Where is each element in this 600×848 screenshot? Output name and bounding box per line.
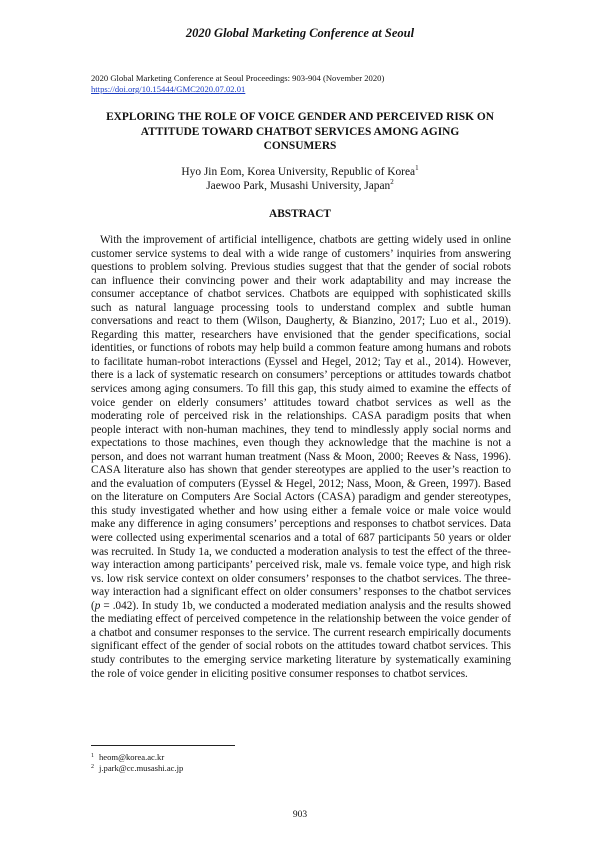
footnote-mark: 1 [415,164,419,172]
footnote-mark: 2 [390,177,394,186]
doi-link[interactable]: https://doi.org/10.15444/GMC2020.07.02.01 [91,84,246,94]
abstract-heading: ABSTRACT [268,208,332,220]
proceedings-citation: 2020 Global Marketing Conference at Seoul Proceedings: 903-904 (November 2020) [91,73,385,83]
abstract-text [91,234,511,681]
footnote-mark: 1 [91,753,94,759]
footnote-mark: 2 [91,764,94,770]
author-list [80,166,520,193]
title-line: ATTITUDE TOWARD CHATBOT SERVICES AMONG AGING [140,125,460,138]
footnotes [91,752,183,774]
footnote [91,752,183,763]
paper-title [80,110,520,154]
abstract-text-part: With the improvement of artificial intelligence, chatbots are getting widely used in online customer service systems to deal with a wide range of customers’ inquiries from answering questions to problem solving. Previous studies suggest that that the gender of social robots can influence their convincing power and their work adaptability and may increase the consumer acceptance of chatbot services. Chatbots are equipped with sophisticated skills such as natural language processing tools to understand complex and subtle human conversations and react to them (Wilson, Daugherty, & Bianzino, 2017; Luo et al., 2019). Regarding this matter, researchers have envisioned that the gender specifications, social identities, or functions of robots may help build a common feature among humans and robots to facilitate human-robot interactions (Eyssel and Hegel, 2012; Tay et al., 2014). However, there is a lack of systematic research on consumers’ perceptions or attitudes towards chatbot services among aging consumers. To fill this gap, this study aimed to examine the effects of voice gender on elderly consumers’ attitudes toward chatbot services as well as the moderating role of perceived risk in the relationships. CASA paradigm posits that when people interact with non-human machines, they tend to mindlessly apply social norms and expectations to those machines, even though they acknowledge that the machine is not a person, and does not warrant human treatment (Nass & Moon, 2000; Reeves & Nass, 1996). CASA literature also has shown that gender stereotypes are applied to the user’s reaction to and the evaluation of computers (Eyssel & Hegel, 2012; Nass, Moon, & Green, 1997). Based on the literature on Computers Are Social Actors (CASA) paradigm and gender stereotypes, this study investigated whether and how using either a female voice or male voice would make any difference in aging consumers’ perceptions and responses to chatbot services. Data were collected using experimental scenarios and a total of 687 participants 50 years or older was recruited. In Study 1a, we conducted a moderation analysis to test the effect of the three-way interaction among participants’ perceived risk, male vs. female voice type, and high risk vs. low risk service context on older consumers’ responses to the chatbot services. The three-way interaction had a significant effect on older consumers’ responses to the chatbot services ( [91,234,511,612]
p-value-symbol: p [94,599,101,612]
page-number: 903 [292,810,308,820]
title-line: EXPLORING THE ROLE OF VOICE GENDER AND PERCEIVED RISK ON [106,111,494,123]
abstract-text-part: = .042). In study 1b, we conducted a moderated mediation analysis and the results showed the mediating effect of perceived competence in the relationship between the voice gender of a chatbot and consumer responses to the service. The current research empirically documents significant effect of the gender of social robots on the attitudes toward chatbot services. This study contributes to the emerging service marketing literature by systematically examining the role of voice gender in eliciting positive consumer responses to chatbot services. [91,599,511,680]
footnote-email: heom@korea.ac.kr [99,752,165,762]
author-line [80,166,520,180]
author-line [80,177,520,194]
footnote [91,763,183,774]
footnote-divider [91,745,235,746]
author-affiliation: Jaewoo Park, Musashi University, Japan [206,179,391,192]
author-affiliation: Hyo Jin Eom, Korea University, Republic of Korea [181,166,416,178]
footnote-email: j.park@cc.musashi.ac.jp [99,763,184,773]
title-line: CONSUMERS [263,140,337,152]
conference-header: 2020 Global Marketing Conference at Seoul [185,26,415,40]
